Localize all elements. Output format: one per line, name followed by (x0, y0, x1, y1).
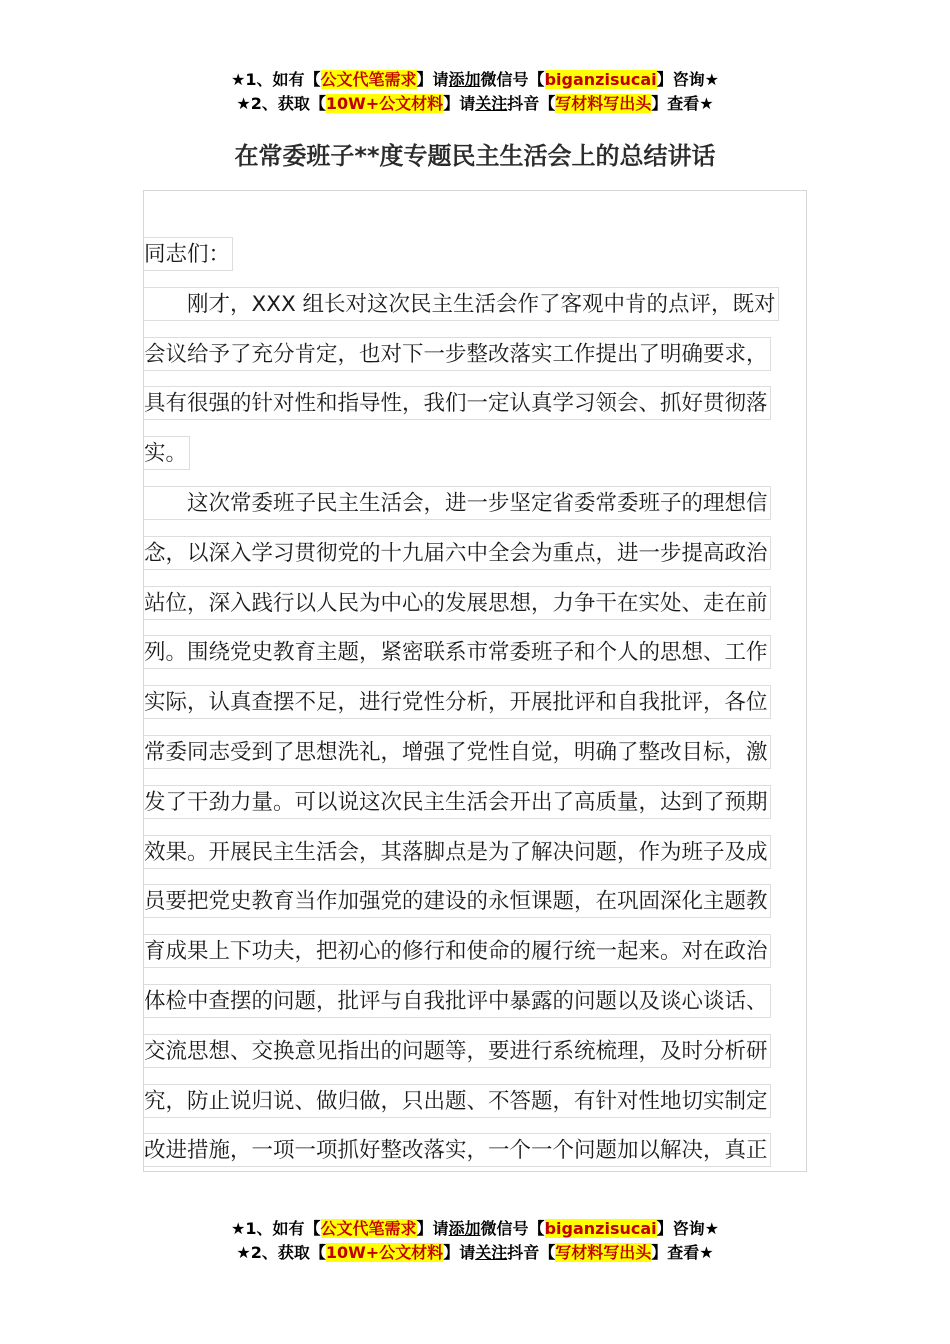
document-title: 在常委班子**度专题民主生活会上的总结讲话 (234, 142, 716, 170)
body-text-line: 念，以深入学习贯彻党的十九届六中全会为重点，进一步提高政治 (144, 536, 771, 570)
banner-text: 抖音【 (507, 1243, 556, 1262)
banner-text: 】请 (416, 70, 449, 89)
body-text-line: 刚才，XXX 组长对这次民主生活会作了客观中肯的点评，既对 (144, 287, 779, 321)
banner-line-1 (0, 68, 950, 92)
banner-underlined-text: 关注 (475, 94, 508, 113)
body-text-line: 交流思想、交换意见指出的问题等，要进行系统梳理，及时分析研 (144, 1034, 771, 1068)
body-text-line: 员要把党史教育当作加强党的建设的永恒课题，在巩固深化主题教 (144, 884, 771, 918)
banner-text: 】请 (443, 1243, 476, 1262)
banner-text: ★1、如有【 (231, 70, 321, 89)
banner-text: 】请 (443, 94, 476, 113)
header-banner (0, 68, 950, 116)
banner-text: 抖音【 (507, 94, 556, 113)
body-text-line: 发了干劲力量。可以说这次民主生活会开出了高质量，达到了预期 (144, 785, 771, 819)
body-text-line: 站位，深入践行以人民为中心的发展思想，力争干在实处、走在前 (144, 586, 771, 620)
banner-highlight: 公文代笔需求 (320, 70, 417, 89)
body-text-line: 会议给予了充分肯定，也对下一步整改落实工作提出了明确要求， (144, 337, 771, 371)
body-text-line: 效果。开展民主生活会，其落脚点是为了解决问题，作为班子及成 (144, 835, 771, 869)
banner-underlined-text: 添加 (448, 70, 481, 89)
banner-text: 】查看★ (651, 94, 714, 113)
banner-text: 】查看★ (651, 1243, 714, 1262)
banner-underlined-text: 关注 (475, 1243, 508, 1262)
banner-underlined-text: 添加 (448, 1219, 481, 1238)
body-text-line: 育成果上下功夫，把初心的修行和使命的履行统一起来。对在政治 (144, 934, 771, 968)
body-text-line: 这次常委班子民主生活会，进一步坚定省委常委班子的理想信 (144, 486, 771, 520)
body-text-line: 列。围绕党史教育主题，紧密联系市常委班子和个人的思想、工作 (144, 635, 771, 669)
banner-line-2 (0, 1241, 950, 1265)
banner-wechat-id: biganzisucai (544, 1219, 657, 1238)
banner-text: 】咨询★ (656, 70, 719, 89)
banner-highlight: 公文代笔需求 (320, 1219, 417, 1238)
body-text-line: 改进措施，一项一项抓好整改落实，一个一个问题加以解决，真正 (144, 1133, 771, 1167)
banner-text: 】咨询★ (656, 1219, 719, 1238)
banner-text: 】请 (416, 1219, 449, 1238)
banner-highlight: 10W+公文材料 (325, 94, 444, 113)
banner-douyin-id: 写材料写出头 (555, 94, 652, 113)
banner-text: ★2、获取【 (236, 1243, 326, 1262)
document-body (143, 190, 807, 1172)
footer-banner (0, 1217, 950, 1265)
banner-text: 微信号【 (480, 70, 545, 89)
body-text-line: 实。 (144, 436, 190, 470)
banner-douyin-id: 写材料写出头 (555, 1243, 652, 1262)
salutation: 同志们： (144, 237, 233, 271)
banner-line-2 (0, 92, 950, 116)
body-text-line: 究，防止说归说、做归做，只出题、不答题，有针对性地切实制定 (144, 1084, 771, 1118)
banner-text: 微信号【 (480, 1219, 545, 1238)
banner-text: ★2、获取【 (236, 94, 326, 113)
body-text-line: 体检中查摆的问题，批评与自我批评中暴露的问题以及谈心谈话、 (144, 984, 771, 1018)
banner-wechat-id: biganzisucai (544, 70, 657, 89)
body-text-line: 具有很强的针对性和指导性，我们一定认真学习领会、抓好贯彻落 (144, 386, 771, 420)
banner-text: ★1、如有【 (231, 1219, 321, 1238)
banner-line-1 (0, 1217, 950, 1241)
banner-highlight: 10W+公文材料 (325, 1243, 444, 1262)
body-text-line: 实际，认真查摆不足，进行党性分析，开展批评和自我批评，各位 (144, 685, 771, 719)
body-text-line: 常委同志受到了思想洗礼，增强了党性自觉，明确了整改目标，激 (144, 735, 771, 769)
